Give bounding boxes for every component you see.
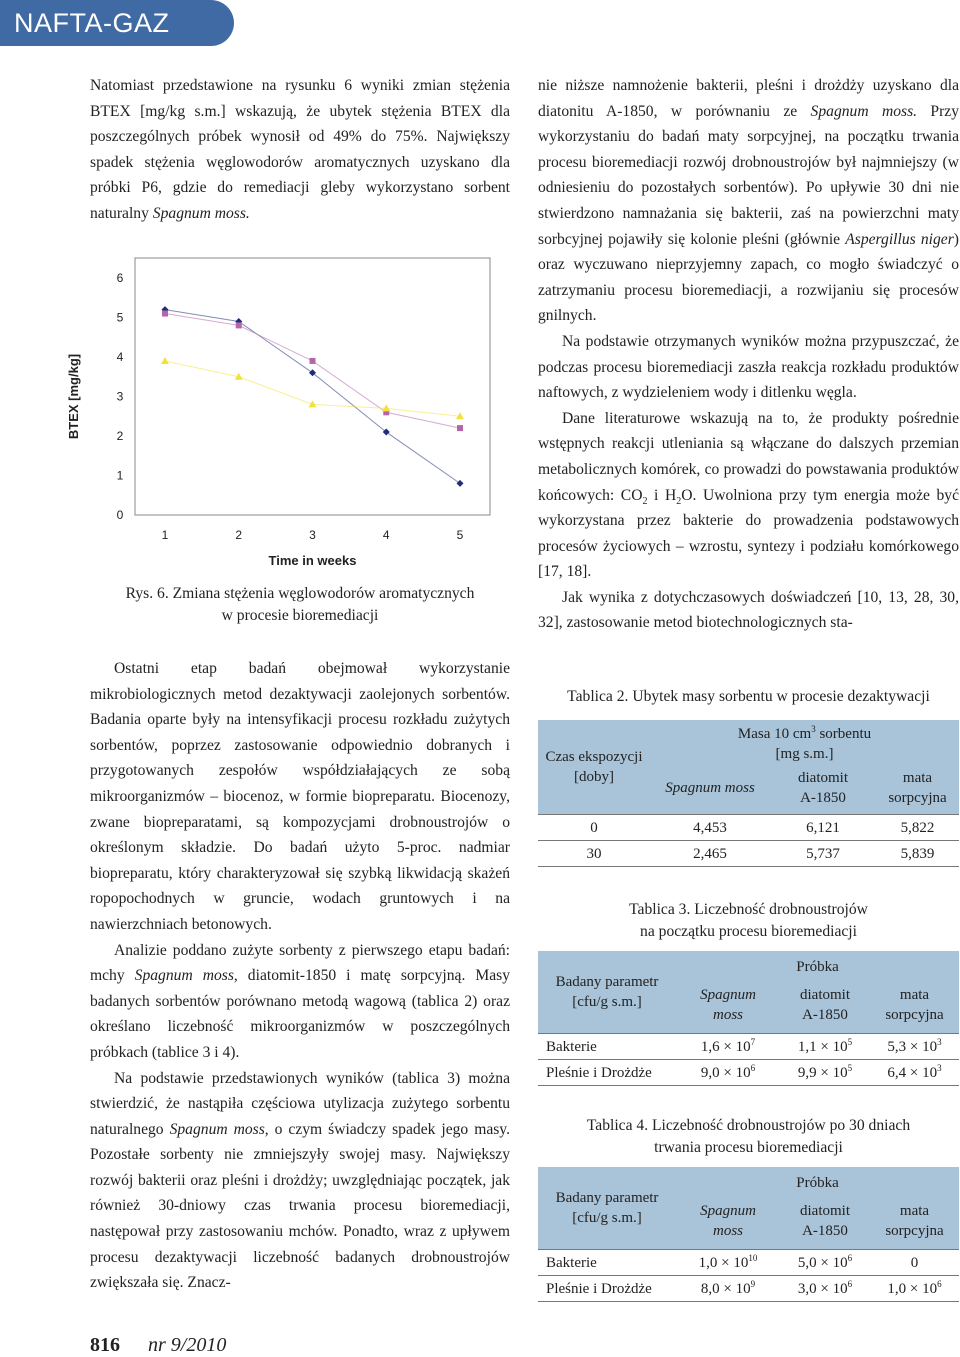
x-axis-label: Time in weeks [268, 553, 357, 568]
rp3-sub-1: 2 [642, 495, 648, 507]
table-cell: 5,737 [770, 841, 876, 867]
table3-col-spagnum: Spagnum moss [676, 979, 780, 1034]
left-paragraph-2: Ostatni etap badań obejmował wykorzystanie mikrobiologicznych metod dezaktywacji zaolejonych sorbentów. Badania oparte były na intensyfikacji procesu rozkładu zużytych sorbentów, poprzez zastosowanie odpowiednio dobranych i przygotowanych zespołów współdziałających ze sobą mikroorganizmów – biocenoz, w formie biopreparatu. Biocenozy, zwane biopreparatami, są kompozycjami drobnoustrojów o określonym składzie. Do badań użyto 5-proc. nadmiar biopreparatu, który charakteryzował się szybką likwidacją skażeń ropopochodnych w gruncie, wodach gruntowych i na nawierzchniach betonowych. [90, 660, 510, 933]
right-paragraph-4: Jak wynika z dotychczasowych doświadczeń [10, 13, 28, 30, 32], zastosowanie metod biotechnologicznych sta- [538, 588, 959, 632]
table4-caption [538, 1115, 959, 1159]
table-cell: 5,822 [876, 815, 959, 841]
table2-col-mata-a: mata [902, 770, 933, 786]
cell-base: 5,0 × 10 [797, 1254, 848, 1271]
p3-text-a: Analizie poddano zużyte sorbenty z pierwszego etapu badań: mchy [90, 941, 510, 985]
table2-head-group-a: Masa 10 cm [737, 726, 812, 742]
table4-caption-line2: trwania procesu bioremediacji [654, 1139, 843, 1156]
y-tick-label: 4 [116, 350, 124, 364]
rp1-emphasis: Spagnum moss. [810, 102, 918, 120]
table-row-label: Pleśnie i Drożdże [538, 1276, 676, 1302]
table4-col-spagnum: Spagnum moss [676, 1195, 780, 1250]
table2-col-diatomit-a: diatomit [798, 770, 848, 786]
right-paragraph-3 [538, 406, 959, 585]
table-row-label: Pleśnie i Drożdże [538, 1060, 676, 1086]
x-tick-label: 4 [382, 528, 390, 542]
right-paragraph-2: Na podstawie otrzymanych wyników można przypuszczać, że podczas procesu bioremediacji zaszła reakcja rozkładu produktów naftowych, z wydzieleniem wody i ditlenku węgla. [538, 332, 959, 402]
y-tick-label: 2 [116, 429, 124, 443]
rp3-b: i H [647, 486, 677, 504]
cell-base: 9,9 × 10 [797, 1064, 848, 1081]
cell-exponent: 6 [847, 1278, 853, 1289]
table4-col-mata-b: sorpcyjna [885, 1223, 944, 1239]
table-row [538, 1060, 959, 1086]
data-point [162, 311, 168, 317]
right-body [538, 73, 959, 636]
table2-col-mata-b: sorpcyjna [888, 790, 947, 806]
y-tick-label: 5 [116, 310, 124, 325]
table-row-label: Bakterie [538, 1034, 676, 1060]
p3-emphasis: Spagnum moss [134, 967, 234, 985]
table3-col-diatomit [780, 979, 870, 1034]
cell-exponent: 9 [750, 1278, 756, 1289]
table-cell [780, 1250, 870, 1276]
table3 [538, 951, 959, 1086]
table2-head-group-c: [mg s.m.] [775, 746, 834, 762]
table2-head-time: Czas ekspozycji [doby] [538, 720, 650, 815]
p3-text-b: , diatomit-1850 i matę sorpcyjną. Masy badanych sorbentów porównano metodą wagową (tablica 2) oraz określano liczebność mikroorganizmów w poszczególnych próbkach (tablice 3 i 4). [90, 967, 510, 1061]
cell-base: 1,0 × 10 [698, 1254, 749, 1271]
plot-area [135, 258, 490, 515]
table-cell [870, 1060, 959, 1086]
cell-base: 1,6 × 10 [700, 1038, 751, 1055]
rp1-b: Przy wykorzystaniu do badań maty sorpcyjnej, na początku trwania procesu bioremediacji rozwój drobnoustrojów był najmniejszy (w odniesieniu do pozostałych sorbentów). Po upływie 30 dni nie stwierdzono namnażania się bakterii, zaś na powierzchni maty sorbcyjnej pojawiły się kolonie pleśni (głównie [538, 102, 960, 248]
figure-caption-line2: w procesie bioremediacji [221, 607, 379, 624]
table2-col-diatomit-b: A-1850 [800, 790, 846, 806]
table3-col-diatomit-a: diatomit [800, 987, 850, 1003]
cell-base: 1,1 × 10 [797, 1038, 848, 1055]
y-tick-label: 3 [116, 389, 124, 404]
table-cell [676, 1276, 780, 1302]
cell-exponent: 5 [847, 1062, 853, 1073]
cell-base: 8,0 × 10 [700, 1280, 751, 1297]
table-cell [676, 1060, 780, 1086]
table4-caption-line1: Tablica 4. Liczebność drobnoustrojów po 30 dniach [586, 1117, 911, 1134]
table-cell [870, 1276, 959, 1302]
p4-text-b: , o czym świadczy spadek jego masy. Pozostałe sorbenty nie zmniejszyły swojej masy. Największy rozwój bakterii oraz pleśni i drożdży; uwzględniając początek, jak również 30-dniowy czas trwania procesu bioremediacji, następował przy zastosowaniu mchów. Ponadto, wraz z upływem procesu dezaktywacji liczebność badanych drobnoustrojów zwiększała się. Znacz- [90, 1120, 510, 1292]
table3-col-mata-b: sorpcyjna [885, 1007, 944, 1023]
table-cell: 4,453 [650, 815, 770, 841]
rp1-a: nie niższe namnożenie bakterii, pleśni i drożdży uzyskano dla diatonitu A-1850, w porównaniu ze [538, 77, 959, 120]
table-row [538, 1034, 959, 1060]
table-cell: 30 [538, 841, 650, 867]
data-point [236, 322, 242, 328]
table4-col-diatomit-a: diatomit [800, 1203, 850, 1219]
table-row [538, 841, 959, 867]
right-paragraph-1 [538, 73, 959, 329]
cell-base: 1,0 × 10 [887, 1280, 938, 1297]
rp1-c: ) oraz wyczuwano nieprzyjemny zapach, co mogło świadczyć o zatrzymaniu procesu bioremediacji, a rozwijaniu się procesów gnilnych. [538, 230, 959, 325]
table3-caption [538, 899, 959, 943]
btex-chart [60, 240, 510, 585]
x-tick-label: 3 [309, 528, 316, 542]
table3-col-mata [870, 979, 959, 1034]
table-row [538, 815, 959, 841]
cell-exponent: 3 [937, 1062, 942, 1073]
table2-col-spagnum: Spagnum moss [650, 764, 770, 815]
cell-base: 0 [910, 1254, 919, 1271]
table-cell: 6,121 [770, 815, 876, 841]
data-point [457, 425, 463, 431]
table2-head-group-sup: 3 [811, 724, 816, 734]
p4-text-a: Na podstawie przedstawionych wyników (tablica 3) można stwierdzić, że nastąpiła częściowa utylizacja zużytego sorbentu naturalnego [90, 1069, 510, 1138]
table-cell [676, 1034, 780, 1060]
chart-svg [60, 240, 510, 585]
table4-head-param: Badany parametr [cfu/g s.m.] [538, 1167, 676, 1250]
table3-head-group: Próbka [676, 951, 959, 979]
table-cell [780, 1034, 870, 1060]
cell-exponent: 10 [748, 1252, 758, 1263]
table2 [538, 720, 959, 867]
table3-caption-line1: Tablica 3. Liczebność drobnoustrojów [629, 901, 868, 918]
table4 [538, 1167, 959, 1302]
table-row-label: Bakterie [538, 1250, 676, 1276]
left-paragraph-4 [90, 1066, 510, 1296]
cell-base: 6,4 × 10 [887, 1064, 938, 1081]
cell-exponent: 6 [750, 1062, 756, 1073]
table-cell [780, 1276, 870, 1302]
cell-exponent: 6 [937, 1278, 942, 1289]
table-cell [780, 1060, 870, 1086]
table4-col-mata-a: mata [899, 1203, 930, 1219]
intro-text: Natomiast przedstawione na rysunku 6 wyniki zmian stężenia BTEX [mg/kg s.m.] wskazują, że ubytek stężenia BTEX dla poszczególnych próbek wynosił od 49% do 75%. Największy spadek stężenia węglowodorów aromatycznych uzyskano dla próbki P6, gdzie do remediacji gleby wykorzystano sorbent naturalny [90, 77, 510, 222]
table-row [538, 1276, 959, 1302]
cell-base: 5,3 × 10 [887, 1038, 938, 1055]
y-tick-label: 1 [116, 468, 124, 483]
table-cell: 5,839 [876, 841, 959, 867]
table2-caption: Tablica 2. Ubytek masy sorbentu w procesie dezaktywacji [567, 688, 930, 705]
x-tick-label: 5 [456, 528, 464, 542]
cell-base: 3,0 × 10 [797, 1280, 848, 1297]
table2-head-group-b: sorbentu [815, 726, 872, 742]
table3-col-diatomit-b: A-1850 [802, 1007, 848, 1023]
table-cell [870, 1034, 959, 1060]
left-body [90, 656, 510, 1296]
rp3-c: O. Uwolniona przy tym energia może być wykorzystana przez bakterie do prowadzenia podstawowych procesów życiowych – wzrostu, syntezy i podziału komórkowego [17, 18]. [538, 486, 960, 581]
figure-caption-line1: Rys. 6. Zmiana stężenia węglowodorów aromatycznych [125, 585, 475, 602]
cell-exponent: 7 [750, 1036, 756, 1047]
x-tick-label: 1 [161, 528, 169, 542]
issue-label: nr 9/2010 [148, 1334, 227, 1356]
cell-base: 9,0 × 10 [700, 1064, 751, 1081]
table2-col-diatomit [770, 764, 876, 815]
rp3-sub-2: 2 [676, 495, 682, 507]
table-cell: 2,465 [650, 841, 770, 867]
y-tick-label: 0 [116, 508, 124, 522]
table3-head-param: Badany parametr [cfu/g s.m.] [538, 951, 676, 1034]
table3-caption-line2: na początku procesu bioremediacji [640, 923, 857, 940]
rp1-emphasis-2: Aspergillus niger [845, 230, 954, 248]
table-cell [870, 1250, 959, 1276]
figure-caption [90, 583, 510, 627]
left-intro [90, 73, 510, 227]
table3-col-mata-a: mata [899, 987, 930, 1003]
y-axis-label: BTEX [mg/kg] [66, 353, 81, 440]
table4-col-diatomit-b: A-1850 [802, 1223, 848, 1239]
cell-exponent: 5 [847, 1036, 853, 1047]
table-cell: 0 [538, 815, 650, 841]
y-tick-label: 6 [116, 271, 124, 285]
table4-col-diatomit [780, 1195, 870, 1250]
intro-emphasis: Spagnum moss. [152, 204, 250, 222]
page-footer [90, 1334, 226, 1357]
left-paragraph-3 [90, 938, 510, 1066]
table-row [538, 1250, 959, 1276]
table2-col-mata [876, 764, 959, 815]
p4-emphasis: Spagnum moss [169, 1120, 265, 1138]
data-point [310, 358, 316, 364]
table4-head-group: Próbka [676, 1167, 959, 1195]
journal-header: NAFTA-GAZ [0, 0, 234, 46]
page-number: 816 [90, 1334, 120, 1356]
x-tick-label: 2 [235, 528, 243, 542]
cell-exponent: 3 [937, 1036, 942, 1047]
table4-col-mata [870, 1195, 959, 1250]
table2-head-group [650, 720, 959, 764]
cell-exponent: 6 [847, 1252, 853, 1263]
rp3-a: Dane literaturowe wskazują na to, że produkty pośrednie wstępnych reakcji utleniania są włączane do dalszych przemian metabolicznych komórek, co prowadzi do powstawania produktów końcowych: CO [538, 409, 959, 504]
table-cell [676, 1250, 780, 1276]
